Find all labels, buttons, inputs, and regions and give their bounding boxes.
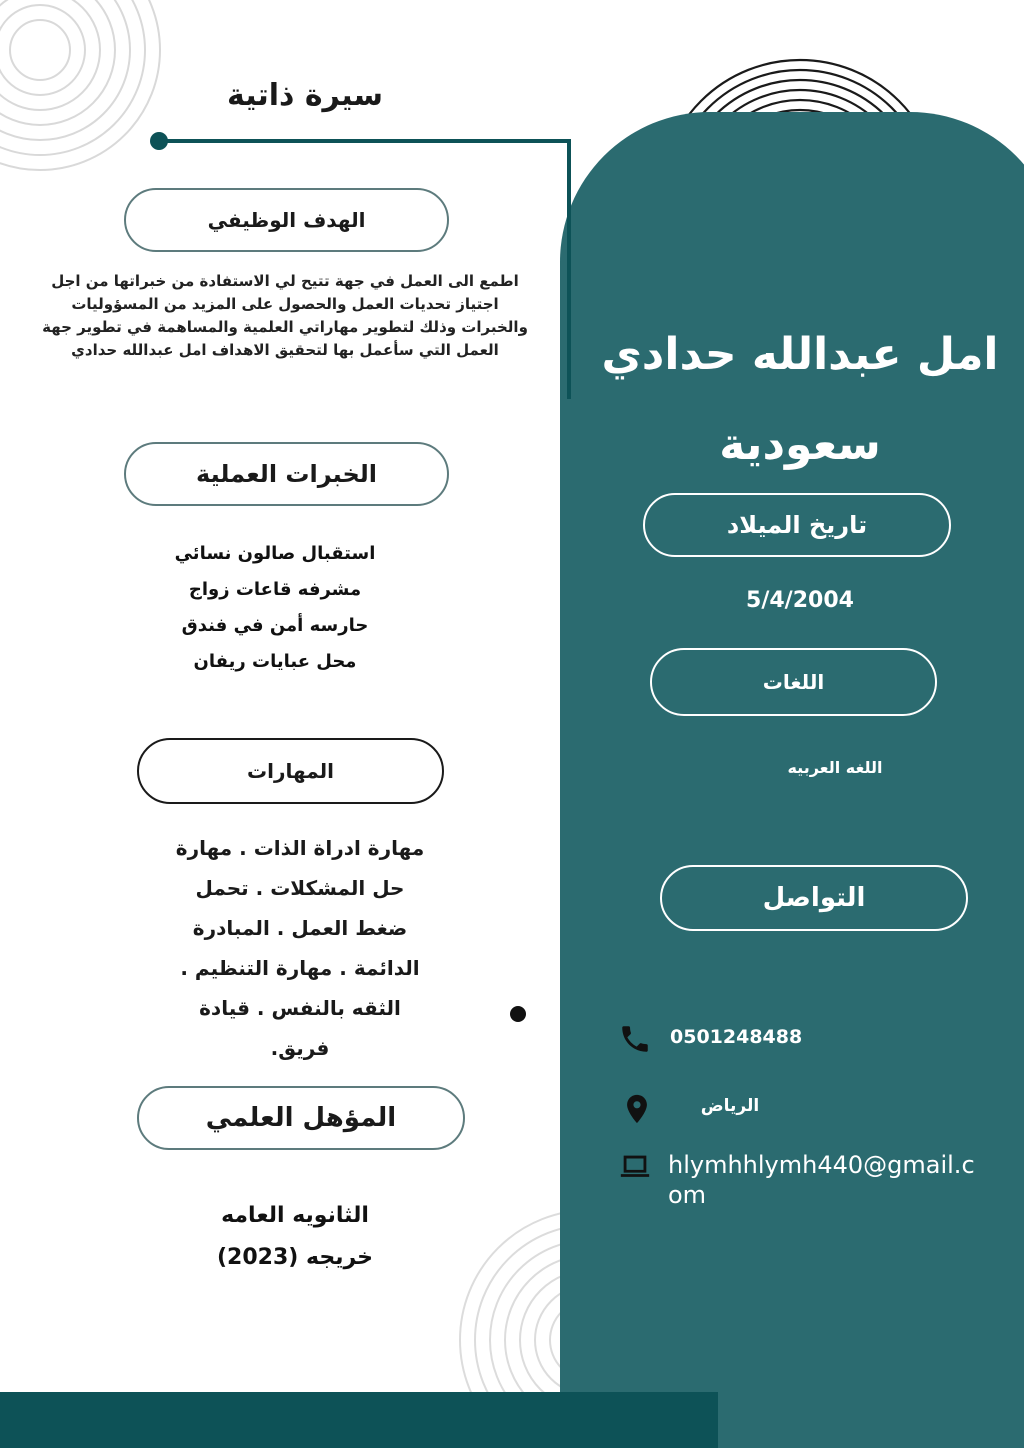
languages-heading xyxy=(650,648,937,716)
education-text xyxy=(160,1195,430,1279)
skills-text xyxy=(150,828,450,1068)
career-objective-heading xyxy=(124,188,449,252)
bullet-dot xyxy=(510,1006,526,1022)
list-item: حارسه أمن في فندق xyxy=(181,615,369,636)
skills-line: ضغط العمل . المبادرة xyxy=(192,916,408,940)
skills-line: الدائمة . مهارة التنظيم . xyxy=(180,956,420,980)
concentric-arcs-top-right xyxy=(620,0,980,130)
page-title: سيرة ذاتية xyxy=(227,78,383,113)
experience-heading-label: الخبرات العملية xyxy=(196,460,377,488)
languages-value: اللغه العربيه xyxy=(787,758,883,777)
contact-email[interactable] xyxy=(668,1150,978,1210)
profile-name: امل عبدالله حدادي xyxy=(601,329,999,380)
contact-location: الرياض xyxy=(700,1096,760,1116)
contact-phone[interactable]: 0501248488 xyxy=(670,1026,803,1048)
profile-nationality: سعودية xyxy=(719,419,881,470)
bottom-bar xyxy=(0,1392,718,1448)
skills-heading-label: المهارات xyxy=(247,759,334,783)
birth-date-value: 5/4/2004 xyxy=(746,588,854,613)
education-heading xyxy=(137,1086,465,1150)
contact-heading-label: التواصل xyxy=(762,883,866,913)
education-line: الثانويه العامه xyxy=(221,1203,369,1228)
list-item: مشرفه قاعات زواج xyxy=(188,579,362,600)
location-pin-icon xyxy=(620,1092,654,1126)
concentric-arcs-top-left xyxy=(0,0,170,180)
phone-icon xyxy=(618,1022,652,1056)
contact-heading xyxy=(660,865,968,931)
list-item: استقبال صالون نسائي xyxy=(174,543,376,564)
languages-heading-label: اللغات xyxy=(762,670,825,694)
experience-list xyxy=(150,536,400,680)
list-item: محل عبايات ريفان xyxy=(193,651,357,672)
career-objective-text: اطمع الى العمل في جهة تتيح لي الاستفادة من خبراتها من اجل اجتياز تحديات العمل والحصول على المزيد من المسؤوليات والخبرات وذلك لتطوير مهاراتي العلمية والمساهمة في تطوير جهة العمل التي سأعمل بها لتحقيق الاهداف امل عبدالله حدادي xyxy=(42,272,528,359)
skills-line: مهارة ادراة الذات . مهارة xyxy=(175,836,425,860)
birth-date-heading-label: تاريخ الميلاد xyxy=(726,511,868,539)
education-line: خريجه (2023) xyxy=(216,1245,373,1270)
laptop-icon xyxy=(618,1150,652,1184)
skills-line: الثقه بالنفس . قيادة xyxy=(199,996,401,1020)
experience-heading xyxy=(124,442,449,506)
contact-email-line: hlymhhlymh440@gmail.c xyxy=(668,1151,975,1179)
career-objective-heading-label: الهدف الوظيفي xyxy=(207,208,366,232)
skills-heading xyxy=(137,738,444,804)
education-heading-label: المؤهل العلمي xyxy=(205,1103,397,1133)
profile-name-block xyxy=(580,310,1020,490)
skills-line: حل المشكلات . تحمل xyxy=(195,876,405,900)
contact-email-line: om xyxy=(668,1181,707,1209)
skills-line: فريق. xyxy=(270,1036,330,1060)
birth-date-heading xyxy=(643,493,951,557)
